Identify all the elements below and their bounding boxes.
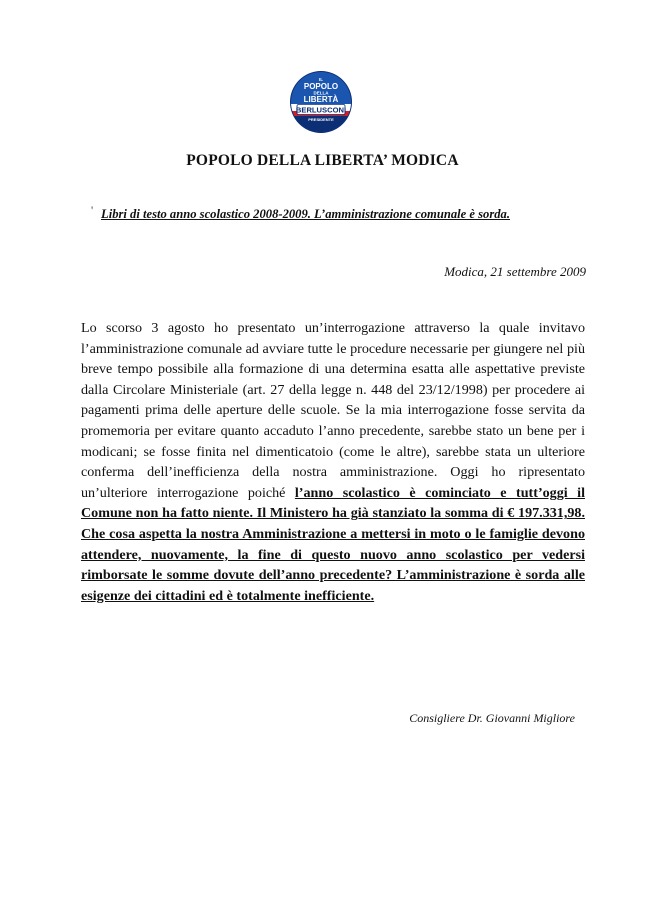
document-title: POPOLO DELLA LIBERTA’ MODICA (186, 152, 459, 169)
logo-line-4: LIBERTÀ (303, 95, 339, 104)
body-emphasis: l’anno scolastico è cominciato e tutt’oggi il Comune non ha fatto niente. Il Ministero ha già stanziato la somma di € 197.331,98. Che cosa aspetta la nostra Amministrazione a mettersi in moto o le famiglie devono attendere, nuovamente, la fine di questo nuovo anno scolastico per vedersi rimborsate le somme dovute dell’anno precedente? L’amministrazione è sorda alle esigenze dei cittadini ed è totalmente inefficiente. (81, 484, 585, 604)
signature: Consigliere Dr. Giovanni Migliore (409, 711, 575, 725)
stray-mark: ' (91, 203, 94, 217)
logo-line-1: IL (319, 77, 323, 82)
document-date: Modica, 21 settembre 2009 (444, 264, 586, 279)
logo-line-2: POPOLO (303, 82, 339, 91)
logo-line-5: BERLUSCONI (295, 105, 347, 115)
party-logo (289, 70, 353, 134)
logo-line-6: PRESIDENTE (308, 117, 334, 122)
body-paragraph (81, 318, 585, 606)
body-text: Lo scorso 3 agosto ho presentato un’interrogazione attraverso la quale invitavo l’amministrazione comunale ad avviare tutte le procedure necessarie per giungere nel più breve tempo possibile alla formazione di una determina esatta alle aspettative previste dalla Circolare Ministeriale (art. 27 della legge n. 448 del 23/12/1998) per procedere ai pagamenti prima delle aperture delle scuole. Se la mia interrogazione fosse servita da promemoria per evitare quanto accaduto l’anno precedente, sarebbe stato un bene per i modicani; se fosse finita nel dimenticatoio (come le altre), sarebbe stata un ulteriore conferma dell’inefficienza della nostra amministrazione. Oggi ho ripresentato un’ulteriore interrogazione poiché (81, 320, 585, 501)
logo-line-3: DELLA (313, 90, 329, 96)
document-subtitle: Libri di testo anno scolastico 2008-2009. L’amministrazione comunale è sorda. (101, 207, 510, 221)
